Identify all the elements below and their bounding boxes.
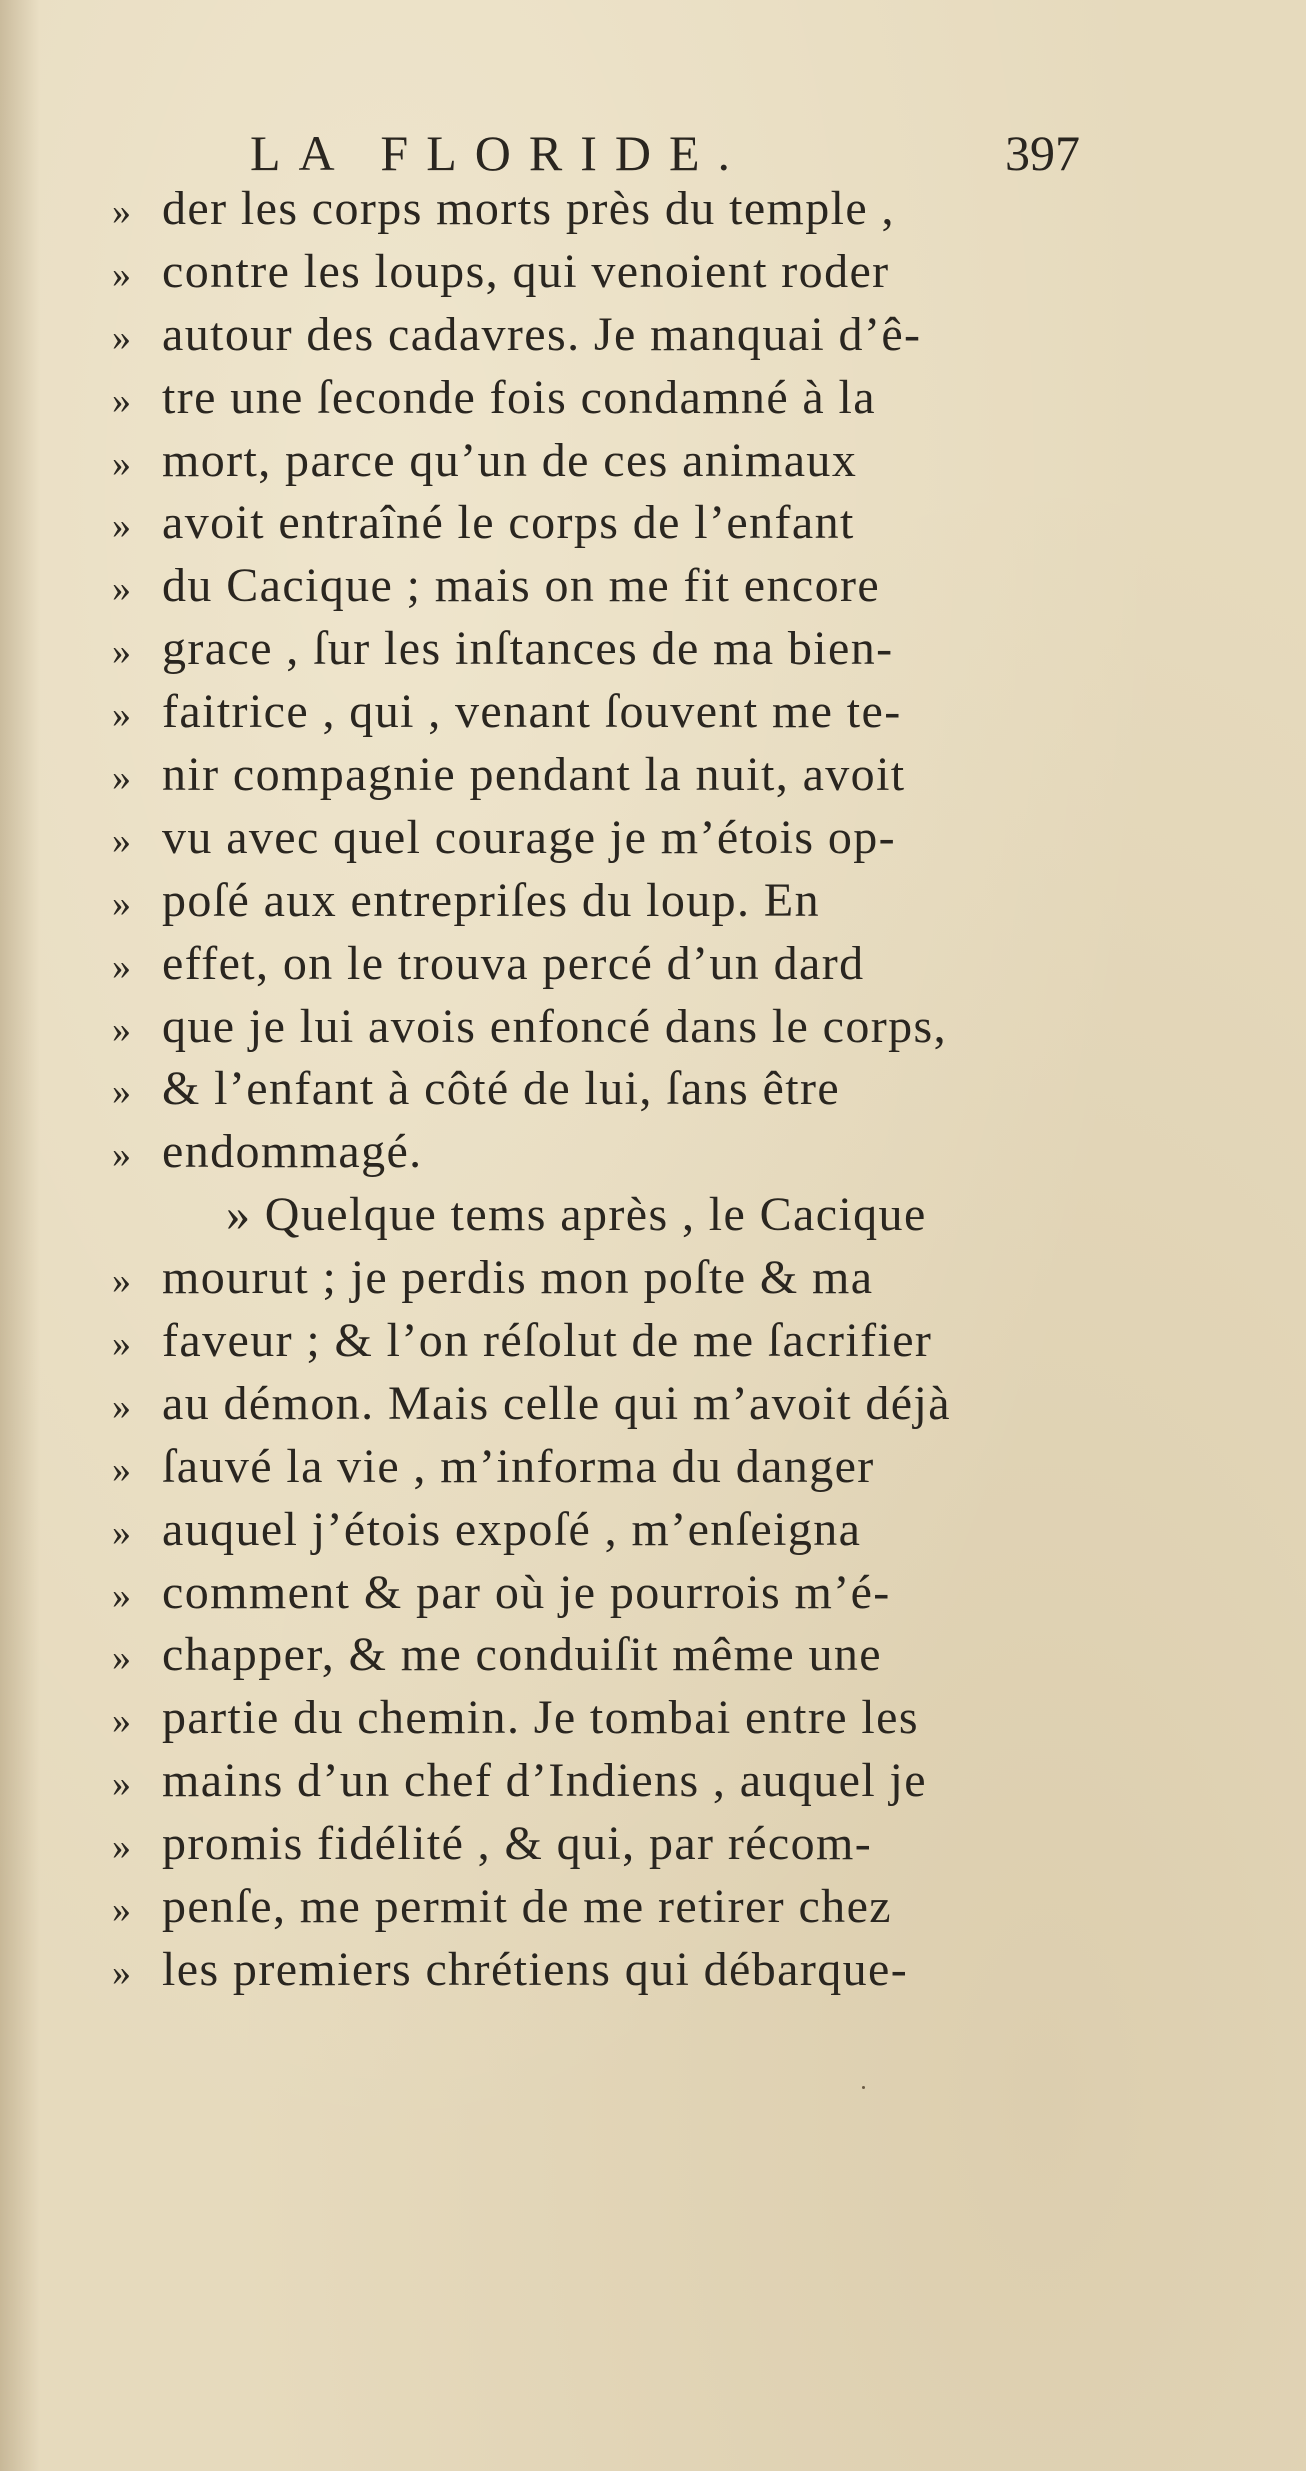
quotation-mark: » [112, 1385, 131, 1428]
line-text: » Quelque tems après , le Cacique [226, 1188, 927, 1242]
text-line [112, 933, 1072, 996]
line-text: mourut ; je perdis mon poſte & ma [162, 1251, 874, 1305]
quotation-mark: » [112, 1448, 131, 1491]
text-line [112, 241, 1072, 304]
text-line [112, 178, 1072, 241]
quotation-mark: » [112, 1763, 131, 1806]
line-text: avoit entraîné le corps de l’enfant [162, 496, 855, 550]
text-line [112, 1687, 1072, 1750]
text-line [112, 870, 1072, 933]
quotation-mark: » [112, 1511, 131, 1554]
line-text: auquel j’étois expoſé , m’enſeigna [162, 1502, 862, 1556]
quotation-mark: » [112, 757, 131, 800]
text-line [112, 1750, 1072, 1813]
text-line [112, 367, 1072, 430]
line-text: & l’enfant à côté de lui, ſans être [162, 1062, 841, 1116]
quotation-mark: » [112, 819, 131, 862]
line-text: effet, on le trouva percé d’un dard [162, 936, 865, 990]
text-line [112, 1436, 1072, 1499]
text-line [112, 492, 1072, 555]
text-line [112, 1373, 1072, 1436]
quotation-mark: » [112, 1260, 131, 1303]
text-line [112, 618, 1072, 681]
quotation-mark: » [112, 1951, 131, 1994]
quotation-mark: » [112, 1700, 131, 1743]
text-line [112, 1121, 1072, 1184]
text-line [112, 807, 1072, 870]
text-line [112, 1499, 1072, 1562]
text-line [112, 1247, 1072, 1310]
line-text: promis fidélité , & qui, par récom- [162, 1817, 873, 1871]
line-text: comment & par où je pourrois m’é- [162, 1565, 891, 1619]
line-text: les premiers chrétiens qui débarque- [162, 1942, 909, 1996]
text-line [112, 744, 1072, 807]
quotation-mark: » [112, 1826, 131, 1869]
text-line [112, 1058, 1072, 1121]
line-text: contre les loups, qui venoient roder [162, 244, 890, 298]
line-text: faveur ; & l’on réſolut de me ſacrifier [162, 1314, 933, 1368]
quotation-mark: » [112, 1637, 131, 1680]
text-line [112, 681, 1072, 744]
quotation-mark: » [112, 568, 131, 611]
quotation-mark: » [112, 1071, 131, 1114]
line-text: ſauvé la vie , m’informa du danger [162, 1439, 875, 1493]
line-text: poſé aux entrepriſes du loup. En [162, 873, 820, 927]
line-text: mains d’un chef d’Indiens , auquel je [162, 1754, 927, 1808]
text-line [112, 1876, 1072, 1939]
line-text: du Cacique ; mais on me fit encore [162, 559, 881, 613]
page-number: 397 [1005, 125, 1080, 181]
line-text: der les corps morts près du temple , [162, 182, 895, 235]
line-text: mort, parce qu’un de ces animaux [162, 433, 858, 487]
quotation-mark: » [112, 945, 131, 988]
quotation-mark: » [112, 442, 131, 485]
text-line [112, 996, 1072, 1059]
quotation-mark: » [112, 253, 131, 296]
page-gutter-shadow [0, 0, 40, 2471]
running-title: LA FLORIDE. [250, 125, 748, 181]
text-line [112, 555, 1072, 618]
line-text: tre une ſeconde fois condamné à la [162, 370, 876, 424]
quotation-mark: » [112, 1323, 131, 1366]
quotation-mark: » [112, 882, 131, 925]
quotation-mark: » [112, 1134, 131, 1177]
quotation-mark: » [112, 631, 131, 674]
line-text: vu avec quel courage je m’étois op- [162, 810, 897, 864]
line-text: au démon. Mais celle qui m’avoit déjà [162, 1376, 951, 1430]
line-text: partie du chemin. Je tombai entre les [162, 1691, 919, 1745]
text-line [112, 1184, 1072, 1247]
line-text: chapper, & me conduiſit même une [162, 1628, 882, 1682]
quotation-mark: » [112, 191, 131, 233]
text-line [112, 304, 1072, 367]
line-text: nir compagnie pendant la nuit, avoit [162, 748, 906, 802]
line-text: que je lui avois enfoncé dans le corps, [162, 999, 948, 1053]
quotation-mark: » [112, 316, 131, 359]
line-text: penſe, me permit de me retirer chez [162, 1880, 892, 1934]
text-line [112, 1310, 1072, 1373]
ink-speck [862, 2086, 865, 2089]
body-text [112, 178, 1072, 2002]
line-text: grace , ſur les inſtances de ma bien- [162, 622, 894, 676]
text-line [112, 430, 1072, 493]
quotation-mark: » [112, 505, 131, 548]
quotation-mark: » [112, 1008, 131, 1051]
line-text: autour des cadavres. Je manquai d’ê- [162, 307, 922, 361]
text-line [112, 1813, 1072, 1876]
text-line [112, 1624, 1072, 1687]
quotation-mark: » [112, 1889, 131, 1932]
text-line [112, 1562, 1072, 1625]
line-text: endommagé. [162, 1125, 423, 1179]
quotation-mark: » [112, 379, 131, 422]
line-text: faitrice , qui , venant ſouvent me te- [162, 685, 902, 739]
quotation-mark: » [112, 694, 131, 737]
text-line [112, 1939, 1072, 2002]
quotation-mark: » [112, 1574, 131, 1617]
